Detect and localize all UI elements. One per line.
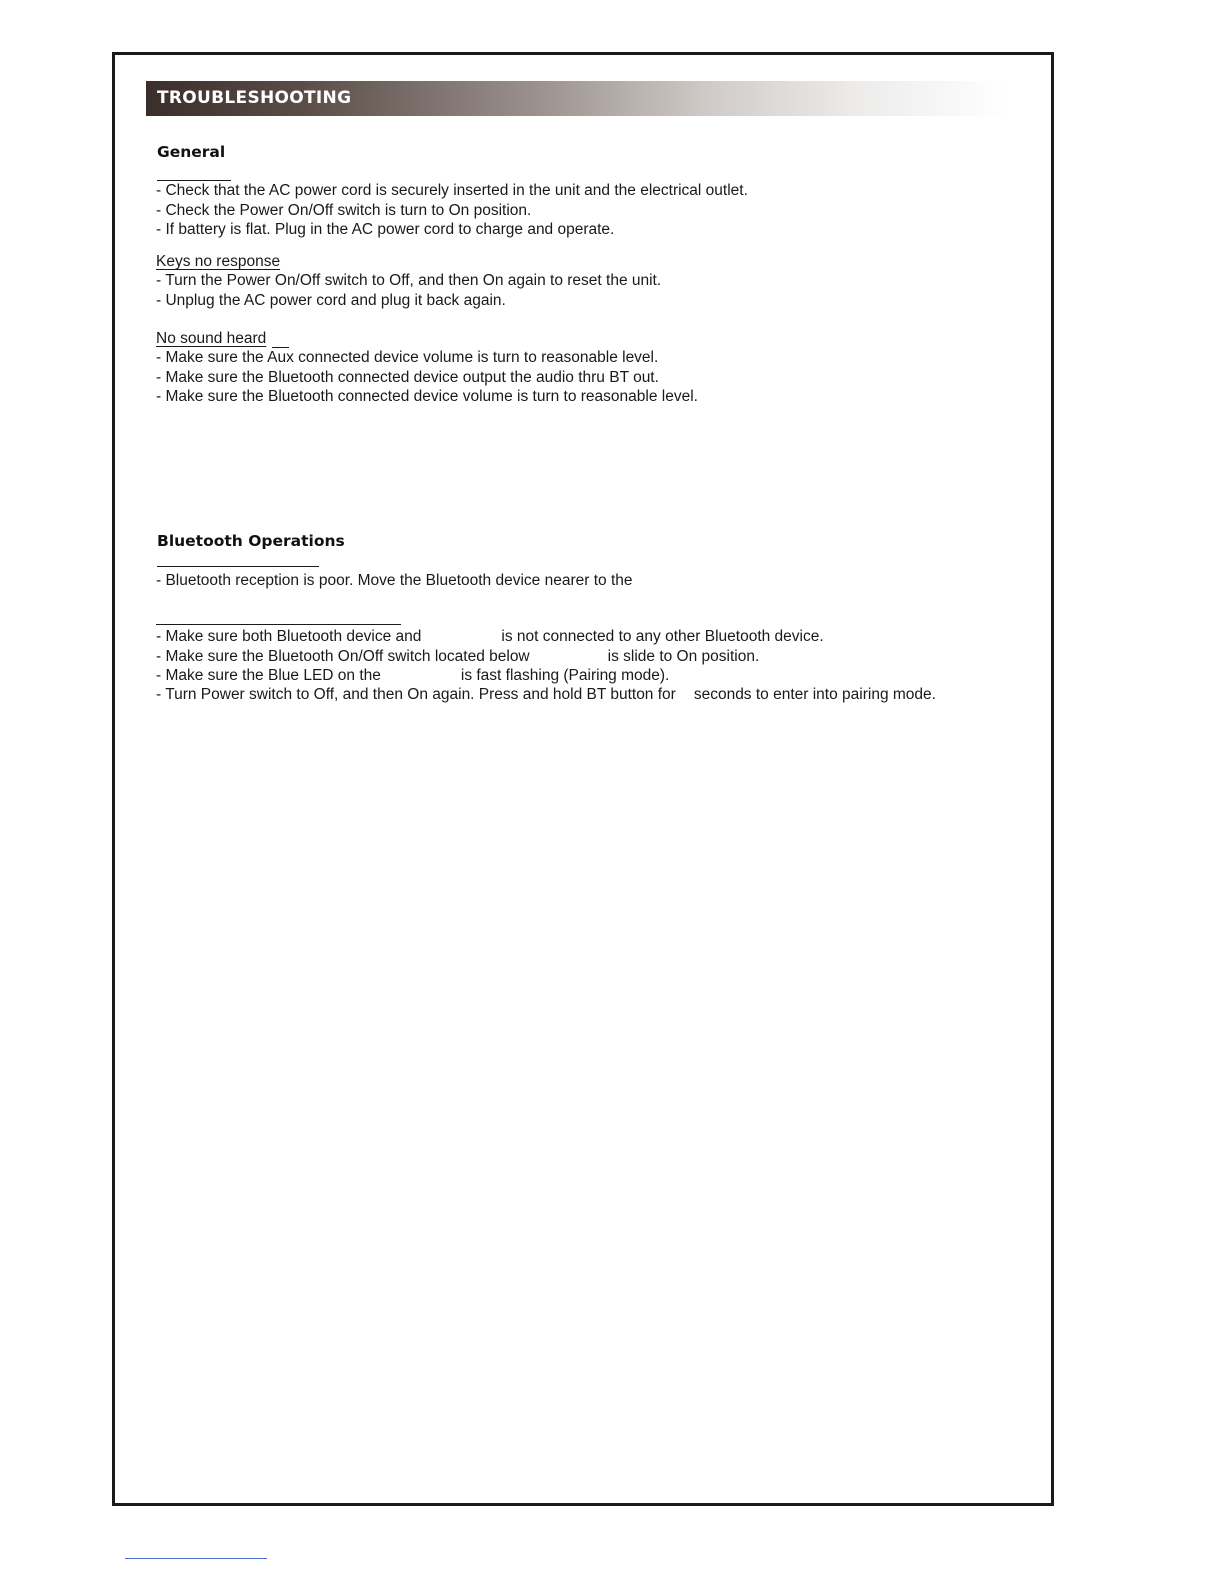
- keys-heading: Keys no response: [156, 253, 281, 270]
- pairing-line-3-end: is fast flashing (Pairing mode).: [460, 667, 670, 684]
- keys-line-1: - Turn the Power On/Off switch to Off, and then On again to reset the unit.: [156, 272, 662, 289]
- pairing-rule: [156, 624, 401, 625]
- pairing-line-2-end: is slide to On position.: [607, 648, 760, 665]
- pairing-line-1: [156, 627, 824, 646]
- pairing-line-1-start: - Make sure both Bluetooth device and: [156, 628, 422, 645]
- pairing-line-1-end: is not connected to any other Bluetooth device.: [501, 628, 824, 645]
- page-title: TROUBLESHOOTING: [157, 88, 352, 108]
- sound-line-3: - Make sure the Bluetooth connected device volume is turn to reasonable level.: [156, 388, 698, 405]
- pairing-line-4-end: seconds to enter into pairing mode.: [693, 686, 936, 703]
- sound-heading: No sound heard: [156, 330, 267, 347]
- pairing-line-4: [156, 685, 936, 704]
- keys-line-2: - Unplug the AC power cord and plug it back again.: [156, 292, 506, 309]
- pairing-line-4-start: - Turn Power switch to Off, and then On again. Press and hold BT button for: [156, 686, 676, 703]
- general-line-2: - Check the Power On/Off switch is turn to On position.: [156, 202, 532, 219]
- pairing-line-2-start: - Make sure the Bluetooth On/Off switch located below: [156, 648, 530, 665]
- general-line-3: - If battery is flat. Plug in the AC power cord to charge and operate.: [156, 221, 615, 238]
- pairing-line-2: [156, 647, 759, 666]
- general-line-1: - Check that the AC power cord is securely inserted in the unit and the electrical outlet.: [156, 182, 748, 199]
- bluetooth-reception-line: - Bluetooth reception is poor. Move the Bluetooth device nearer to the: [156, 572, 633, 589]
- footer-rule: [125, 1558, 267, 1559]
- bluetooth-heading: Bluetooth Operations: [157, 532, 345, 550]
- bluetooth-rule: [157, 566, 319, 567]
- pairing-line-3: [156, 666, 669, 685]
- pairing-line-3-start: - Make sure the Blue LED on the: [156, 667, 381, 684]
- sound-line-1: - Make sure the Aux connected device volume is turn to reasonable level.: [156, 349, 659, 366]
- general-heading: General: [157, 143, 226, 161]
- sound-line-2: - Make sure the Bluetooth connected device output the audio thru BT out.: [156, 369, 659, 386]
